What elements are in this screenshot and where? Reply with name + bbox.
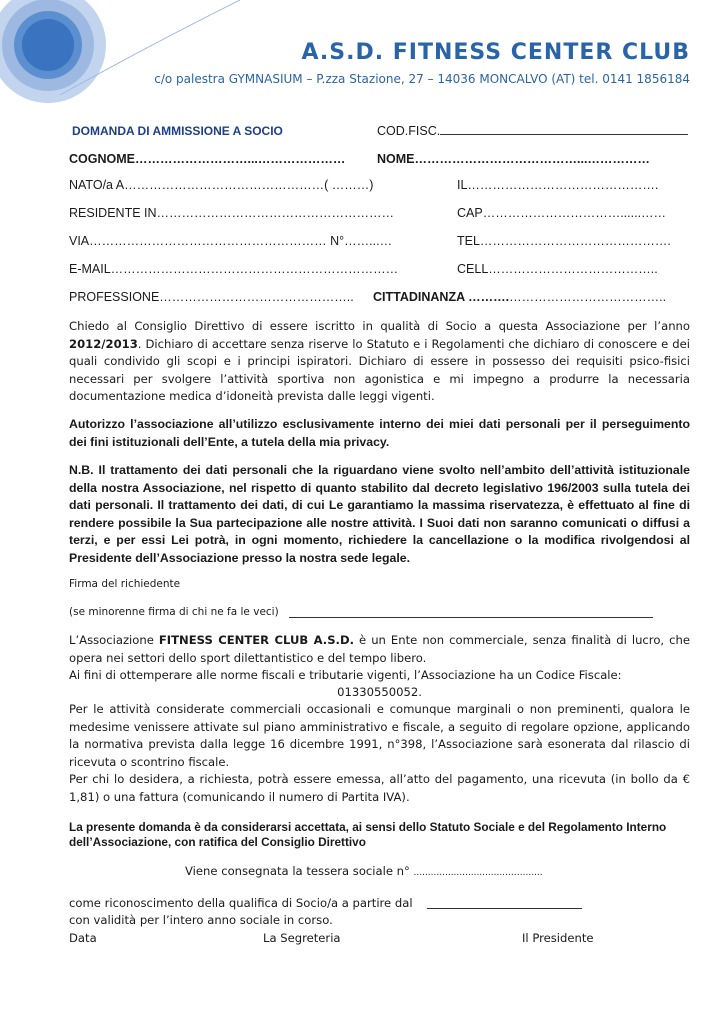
data-nascita-field[interactable]: IL………………………………………. xyxy=(457,178,659,192)
firma-label: Firma del richiedente xyxy=(69,578,181,590)
codfisc-field[interactable] xyxy=(440,120,688,135)
cittadinanza-label: CITTADINANZA ………. xyxy=(373,290,510,304)
richiesta-paragraph xyxy=(69,318,690,406)
nome-field[interactable]: NOME…………………………………...…………… xyxy=(377,152,650,166)
via-field[interactable]: VIA………………………………………………… N°……...… xyxy=(69,234,393,248)
riconoscimento-text: come riconoscimento della qualifica di Socio/a a partire dal xyxy=(69,896,413,910)
validita-text: con validità per l’intero anno sociale in corso. xyxy=(69,913,333,927)
residente-field[interactable]: RESIDENTE IN………………………………………………… xyxy=(69,206,395,220)
data-label: Data xyxy=(69,931,97,945)
ricevuta-paragraph: Per chi lo desidera, a richiesta, potrà essere emessa, all’atto del pagamento, una ricevuta (in bollo da € 1,81) o una fattura (comunicando il numero di Partita IVA). xyxy=(69,772,690,804)
form-title: DOMANDA DI AMMISSIONE A SOCIO xyxy=(72,124,283,138)
email-field[interactable]: E-MAIL…………………………………………………………… xyxy=(69,262,399,276)
presidente-label: Il Presidente xyxy=(522,931,594,945)
assoc-name: FITNESS CENTER CLUB A.S.D. xyxy=(158,633,354,647)
codice-fiscale-number: 01330550052. xyxy=(337,685,422,699)
nato-field[interactable]: NATO/a A…………………………………………( ………) xyxy=(69,178,374,192)
tessera-text: Viene consegnata la tessera sociale n° xyxy=(185,864,410,878)
minorenne-label: (se minorenne firma di chi ne fa le veci) xyxy=(69,606,279,618)
assoc-text-1: L’Associazione xyxy=(69,633,159,647)
attivita-paragraph: Per le attività considerate commerciali occasionali e comunque marginali o non preminenti, qualora le medesime venissere attivate sul piano amministrativo e fiscale, a seguito di regolare opzione, applicando la normativa prevista dalla legge 16 dicembre 1991, n°398, l’Associazione sarà esonerata dal rilascio di ricevuta o scontrino fiscale. xyxy=(69,702,690,769)
privacy-paragraph: Autorizzo l’associazione all’utilizzo esclusivamente interno dei miei dati personali per il perseguimento dei fini istituzionali dell’Ente, a tutela della mia privacy. xyxy=(69,417,690,449)
assoc-text-2: è un Ente non commerciale, senza finalità di lucro, che opera nei settori dello sport dilettantistico e del tempo libero. xyxy=(69,633,690,665)
club-title: A.S.D. FITNESS CENTER CLUB xyxy=(301,40,690,65)
cap-field[interactable]: CAP……………………………......…… xyxy=(457,206,667,220)
firma-line[interactable] xyxy=(289,604,653,618)
anno-sociale: 2012/2013 xyxy=(69,336,138,351)
richiesta-text-1: Chiedo al Consiglio Direttivo di essere iscritto in qualità di Socio a questa Associazione per l’anno xyxy=(69,319,690,333)
nb-paragraph: N.B. Il trattamento dei dati personali che la riguardano viene svolto nell’ambito dell’attività istituzionale della nostra Associazione, nel rispetto di quanto stabilito dal decreto legislativo 196/2003 sulla tutela dei dati personali. Il trattamento dei dati, di cui Le garantiamo la massima riservatezza, è effettuato al fine di rendere possibile la Sua partecipazione alle nostre attività. I Suoi dati non saranno comunicati o diffusi a terzi, e per essi Lei potrà, in ogni momento, richiedere la cancellazione o la modifica rivolgendosi al Presidente dell’Associazione presso la nostra sede legale. xyxy=(69,463,690,565)
data-inizio-field[interactable] xyxy=(427,894,582,909)
professione-field[interactable]: PROFESSIONE……………………………………….. xyxy=(69,290,354,304)
cognome-field[interactable]: COGNOME………………………...………………… xyxy=(69,152,346,166)
accettazione-paragraph: La presente domanda è da considerarsi accettata, ai sensi dello Statuto Sociale e del Regolamento Interno dell’Associazione, con ratifica del Consiglio Direttivo xyxy=(69,820,667,849)
tessera-number-field[interactable]: ..................................…........ xyxy=(413,868,543,878)
segreteria-label: La Segreteria xyxy=(263,931,341,945)
tel-field[interactable]: TEL………………………………………. xyxy=(457,234,671,248)
cittadinanza-dots: ……………………………….. xyxy=(509,290,667,304)
club-address: c/o palestra GYMNASIUM – P.zza Stazione, 27 – 14036 MONCALVO (AT) tel. 0141 1856184 xyxy=(154,72,690,86)
cell-field[interactable]: CELL………………………………….. xyxy=(457,262,658,276)
fiscale-text: Ai fini di ottemperare alle norme fiscali e tributarie vigenti, l’Associazione ha un Codice Fiscale: xyxy=(69,668,622,682)
tessera-label xyxy=(185,863,543,883)
cittadinanza-field[interactable] xyxy=(373,290,666,304)
associazione-paragraph xyxy=(69,632,690,667)
logo-circles-graphic xyxy=(0,0,240,110)
codfisc-label: COD.FISC. xyxy=(377,124,441,138)
richiesta-text-2: . Dichiaro di accettare senza riserve lo Statuto e i Regolamenti che dichiaro di conoscere e dei quali condivido gli scopi e i principi ispiratori. Dichiaro di essere in possesso dei requisiti psico-fisici necessari per svolgere l’attività sportiva non agonistica e mi impegno a produrre la necessaria documentazione medica d’idoneità prevista dalle leggi vigenti. xyxy=(69,336,690,403)
